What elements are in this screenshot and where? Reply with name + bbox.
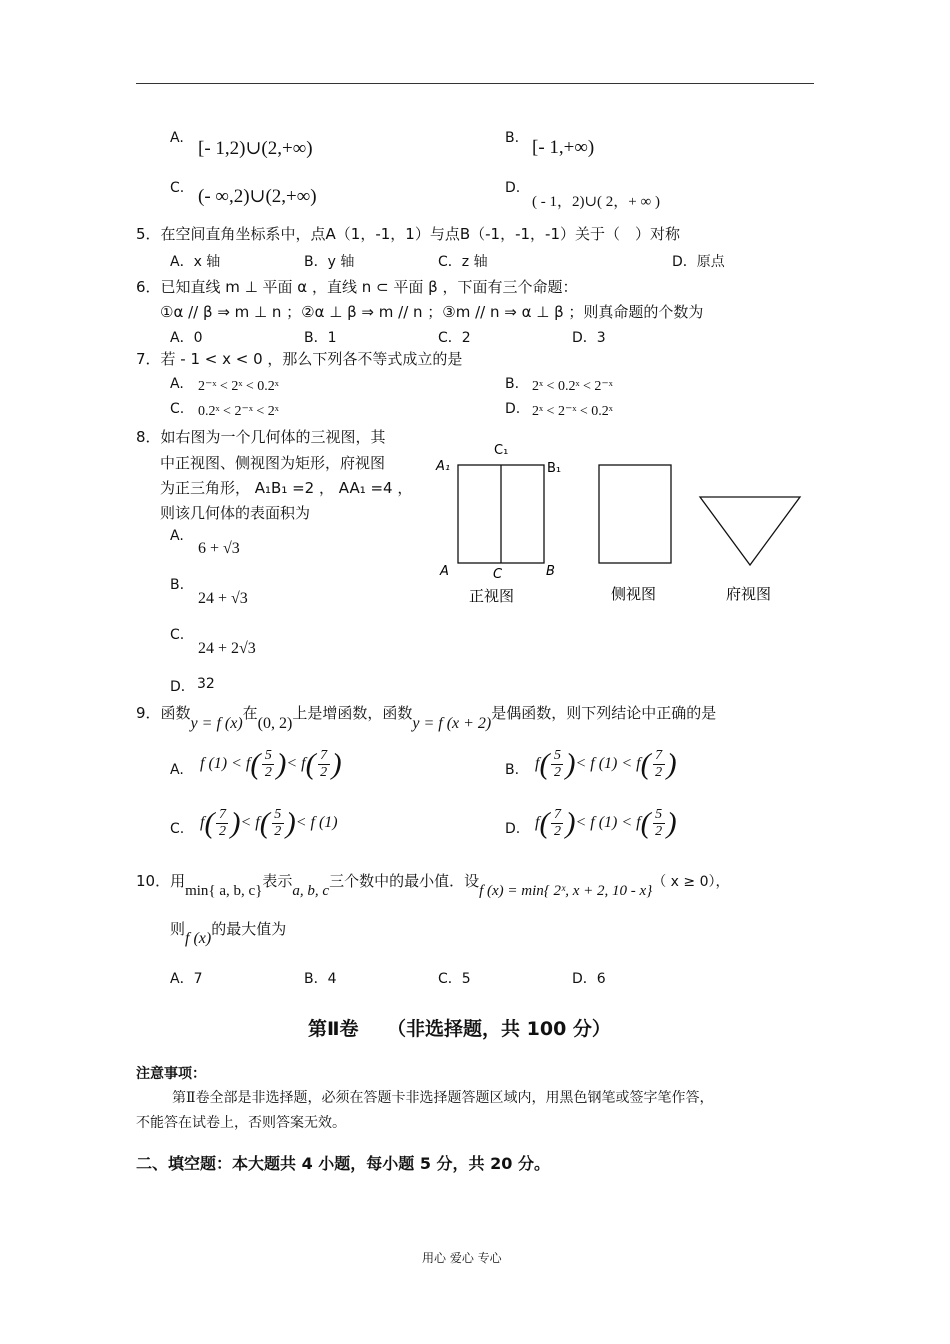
q9-interval: (0, 2) — [257, 715, 293, 732]
q8-option-a-expr: 6 + √3 — [198, 540, 240, 557]
q4-option-d-expr: ( - 1，2)∪( 2，+ ∞ ) — [532, 194, 660, 210]
q5-option-d: D．原点 — [672, 254, 725, 270]
section2-heading: 二、填空题：本大题共 4 小题，每小题 5 分，共 20 分。 — [136, 1154, 550, 1173]
q10-stem — [136, 870, 730, 899]
q5-stem: 5．在空间直角坐标系中，点A（1，-1，1）与点B（-1，-1，-1）关于（ ）对称 — [136, 225, 681, 243]
q10-abc: a, b, c — [292, 883, 330, 899]
front-view-caption: 正视图 — [469, 587, 515, 605]
q10-part3: 三个数中的最小值．设 — [329, 872, 480, 890]
q9-option-b-expr: f( $\frac{5}{2}$ )< f (1) < f( $\frac{7}{2}$ ) — [535, 747, 677, 781]
label-a1: A₁ — [436, 459, 451, 474]
q6-option-b: B．1 — [304, 330, 337, 346]
q10-condition: （ x ≥ 0）， — [652, 874, 730, 890]
q5-option-c: C．z 轴 — [438, 254, 488, 270]
side-view-caption: 侧视图 — [611, 585, 657, 603]
label-c: C — [493, 567, 503, 582]
label-b: B — [546, 564, 555, 579]
q8-option-c-expr: 24 + 2√3 — [198, 640, 256, 657]
q4-option-c-expr: (- ∞,2)∪(2,+∞) — [198, 186, 317, 207]
q7-option-b-expr: 2ˣ < 0.2ˣ < 2⁻ˣ — [532, 379, 613, 394]
q9-func2: y = f (x + 2) — [412, 715, 492, 732]
q9-option-c-expr: f( $\frac{7}{2}$ )< f( $\frac{5}{2}$ )< f (1) — [200, 806, 338, 840]
q9-option-a-expr: f (1) < f( $\frac{5}{2}$ )< f( $\frac{7}{2}$ ) — [200, 747, 342, 781]
q7-option-b-label: B. — [505, 376, 520, 392]
q9-option-c-label: C. — [170, 821, 185, 837]
notice-heading: 注意事项： — [136, 1066, 206, 1082]
q4-option-c-label: C. — [170, 180, 185, 196]
page-footer: 用心 爱心 专心 — [422, 1251, 502, 1265]
q4-option-d-label: D. — [505, 180, 521, 196]
q8-option-d-label: D． — [170, 679, 195, 695]
q7-option-d-expr: 2ˣ < 2⁻ˣ < 0.2ˣ — [532, 404, 613, 419]
label-c1: C₁ — [494, 443, 509, 458]
q10-option-c: C．5 — [438, 971, 471, 987]
q9-func1: y = f (x) — [190, 715, 243, 732]
part2-title: 第Ⅱ卷 （非选择题，共 100 分） — [308, 1018, 611, 1040]
q4-option-a-expr: [- 1,2)∪(2,+∞) — [198, 138, 313, 159]
q9-part3: 上是增函数，函数 — [292, 704, 413, 722]
notice-line1: 第Ⅱ卷全部是非选择题，必须在答题卡非选择题答题区域内，用黑色钢笔或签字笔作答， — [172, 1090, 714, 1106]
q10-line2a: 则 — [170, 920, 186, 938]
q8-option-b-label: B. — [170, 577, 185, 593]
q7-option-a-expr: 2⁻ˣ < 2ˣ < 0.2ˣ — [198, 379, 279, 394]
q10-line2b: 的最大值为 — [211, 920, 287, 938]
q9-option-d-label: D. — [505, 821, 521, 837]
q8-option-c-label: C. — [170, 627, 185, 643]
q8-option-d-expr: 32 — [197, 676, 215, 692]
top-view-triangle — [700, 497, 800, 565]
q4-option-a-label: A. — [170, 130, 184, 146]
header-rule — [136, 83, 814, 84]
q9-option-d-expr: f( $\frac{7}{2}$ )< f (1) < f( $\frac{5}{2}$ ) — [535, 806, 677, 840]
q6-stem: 6．已知直线 m ⊥ 平面 α ，直线 n ⊂ 平面 β ，下面有三个命题： — [136, 278, 578, 296]
q10-fdef: f (x) = min{ 2ˣ, x + 2, 10 - x} — [479, 883, 653, 899]
q9-part1: 9．函数 — [136, 704, 191, 722]
three-view-figure — [430, 435, 810, 610]
q10-line2 — [170, 918, 287, 947]
q8-line3: 为正三角形， A₁B₁ =2 ， AA₁ =4 ， — [160, 479, 413, 497]
q7-option-a-label: A. — [170, 376, 184, 392]
q10-min-notation: min{ a, b, c} — [185, 883, 263, 899]
notice-line2: 不能答在试卷上，否则答案无效。 — [136, 1115, 346, 1131]
q9-part2: 在 — [242, 704, 258, 722]
q7-option-c-label: C. — [170, 401, 185, 417]
label-b1: B₁ — [547, 461, 562, 476]
q4-option-b-label: B. — [505, 130, 520, 146]
q6-propositions: ①α // β ⇒ m ⊥ n ；②α ⊥ β ⇒ m // n ；③m // n ⇒ α ⊥ β ；则真命题的个数为 — [160, 303, 704, 321]
q5-option-b: B．y 轴 — [304, 254, 355, 270]
q4-option-b-expr: [- 1,+∞) — [532, 137, 595, 158]
q6-option-a: A．0 — [170, 330, 203, 346]
q9-part4: 是偶函数，则下列结论中正确的是 — [491, 704, 717, 722]
q9-option-b-label: B. — [505, 762, 520, 778]
q6-option-d: D．3 — [572, 330, 606, 346]
q10-option-d: D．6 — [572, 971, 606, 987]
q9-stem — [136, 702, 717, 732]
q10-option-b: B．4 — [304, 971, 337, 987]
q8-line1: 8．如右图为一个几何体的三视图，其 — [136, 428, 386, 446]
q9-option-a-label: A. — [170, 762, 184, 778]
q10-option-a: A．7 — [170, 971, 203, 987]
q10-part1: 10．用 — [136, 872, 186, 890]
q7-option-d-label: D. — [505, 401, 521, 417]
top-view-caption: 府视图 — [726, 585, 772, 603]
q7-option-c-expr: 0.2ˣ < 2⁻ˣ < 2ˣ — [198, 404, 279, 419]
q10-fx: f (x) — [185, 930, 212, 947]
q8-line2: 中正视图、侧视图为矩形，府视图 — [160, 454, 386, 472]
q10-part2: 表示 — [262, 872, 293, 890]
q8-option-a-label: A. — [170, 528, 184, 544]
q5-option-a: A．x 轴 — [170, 254, 221, 270]
q7-stem: 7．若 - 1 < x < 0 ，那么下列各不等式成立的是 — [136, 350, 463, 368]
q6-option-c: C．2 — [438, 330, 471, 346]
q8-option-b-expr: 24 + √3 — [198, 590, 248, 607]
label-a: A — [440, 564, 449, 579]
side-view-rect — [599, 465, 671, 563]
q8-line4: 则该几何体的表面积为 — [160, 504, 311, 522]
